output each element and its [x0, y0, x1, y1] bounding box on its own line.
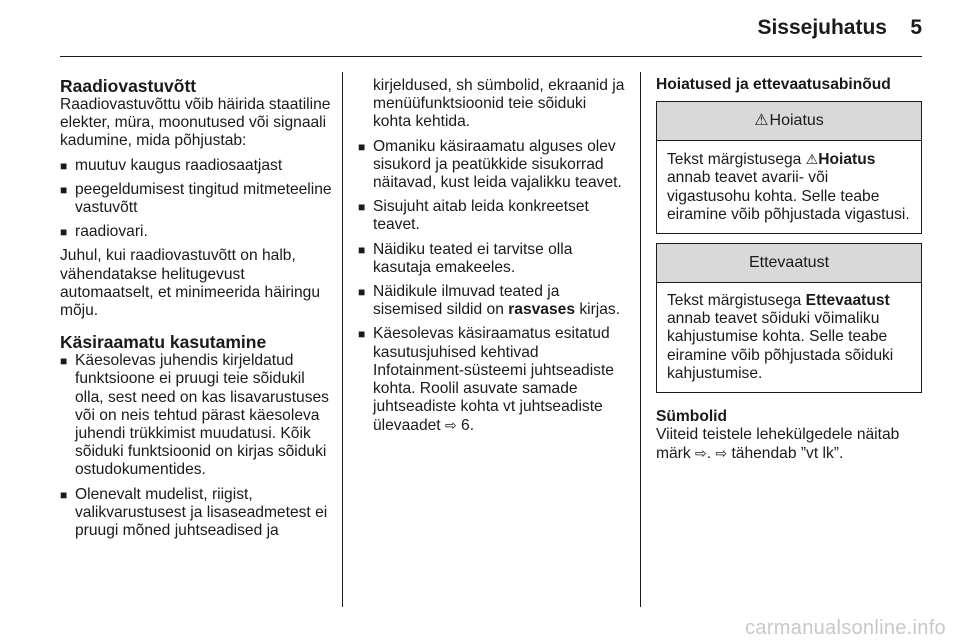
- list-text: Näidikule ilmuvad teated ja sisemised sildid on: [373, 283, 560, 319]
- radio-note: Juhul, kui raadiovastuvõtt on halb, vähendatakse helitugevust automaatselt, et minimeerida häiringu mõju.: [60, 247, 321, 320]
- radio-intro: Raadiovastuvõttu võib häirida staatiline elekter, müra, moonutused või signaali kadumine, mida põhjustab:: [60, 96, 331, 150]
- warning-text: Tekst märgistusega: [667, 151, 806, 169]
- warning-box-title: Hoiatus: [769, 112, 824, 130]
- bold-term: rasvases: [508, 301, 575, 319]
- column-2: [358, 77, 628, 442]
- page-reference-arrow-icon: ⇨: [444, 417, 457, 434]
- column-divider-2: [640, 72, 641, 607]
- page-reference[interactable]: 6.: [461, 417, 475, 435]
- list-item: ■ Omaniku käsiraamatu alguses olev sisukord ja peatükkide sisukorrad näitavad, kust leida vajalikku teavet.: [358, 138, 628, 193]
- manual-usage-list: [60, 352, 332, 540]
- warning-box: [656, 101, 922, 234]
- caution-box-body: [657, 283, 921, 392]
- page-number: 5: [910, 16, 922, 39]
- caution-box-title: Ettevaatust: [748, 254, 830, 272]
- list-text: Käesolevas käsiraamatus esitatud kasutusjuhised kehtivad Infotainment-süsteemi juhtseadiste kohta. Roolil asuvate samade juhtseadiste kohta vt juhtseadiste ülevaadet: [373, 325, 614, 435]
- continued-text: kirjeldused, sh sümbolid, ekraanid ja menüüfunktsioonid teie sõiduki kohta kehtida.: [373, 77, 625, 131]
- list-text: kirjas.: [575, 301, 621, 319]
- header-rule: [60, 56, 922, 57]
- caution-text: Tekst märgistusega: [667, 292, 806, 310]
- section-heading-symbols: Sümbolid: [656, 408, 728, 426]
- list-item: [358, 283, 628, 319]
- watermark: carmanualsonline.info: [745, 617, 946, 639]
- list-item: ■ Näidiku teated ei tarvitse olla kasutaja emakeeles.: [358, 241, 628, 277]
- symbols-text-part: Viiteid teistele lehekülgedele näitab märk: [656, 426, 900, 463]
- list-item: ■ Olenevalt mudelist, riigist, valikvarustusest ja lisaseadmetest ei pruugi mõned juhtseadised ja: [60, 486, 332, 541]
- radio-causes-list: [60, 157, 332, 242]
- warning-box-header: [657, 102, 921, 141]
- manual-usage-list-continued: [358, 138, 628, 436]
- symbols-text-part: .: [706, 445, 716, 463]
- warning-triangle-icon: ⚠: [805, 151, 819, 168]
- symbols-text: [656, 426, 924, 463]
- caution-term: Ettevaatust: [805, 292, 890, 310]
- column-3: [656, 76, 924, 470]
- page-reference-arrow-icon: ⇨: [694, 445, 707, 462]
- list-item: ■ Sisujuht aitab leida konkreetset teavet.: [358, 198, 628, 234]
- section-heading-manual: Käsiraamatu kasutamine: [60, 332, 267, 353]
- column-1: [60, 76, 332, 546]
- list-item: ■ raadiovari.: [60, 223, 332, 241]
- section-heading-radio: Raadiovastuvõtt: [60, 76, 197, 96]
- list-item: ■ muutuv kaugus raadiosaatjast: [60, 157, 332, 175]
- list-item: [358, 325, 628, 435]
- caution-box-header: [657, 244, 921, 283]
- caution-text: annab teavet sõiduki võimaliku kahjustumise kohta. Selle teabe eiramine võib põhjustada sõiduki kahjustumise.: [667, 310, 894, 382]
- column-divider-1: [342, 72, 343, 607]
- list-item: ■ peegeldumisest tingitud mitmeteeline vastuvõtt: [60, 181, 332, 217]
- list-item: ■ Käesolevas juhendis kirjeldatud funktsioone ei pruugi teie sõidukil olla, sest need on kas lisavarustuses või on neis tehtud pärast käesoleva juhendi trükkimist muudatusi. Kõik sõiduki funktsioonid on kirjas sõiduki ostudokumentides.: [60, 352, 332, 479]
- warning-term: Hoiatus: [818, 151, 876, 169]
- symbols-text-part: tähendab ”vt lk”.: [727, 445, 844, 463]
- caution-box: [656, 243, 922, 393]
- header-title: Sissejuhatus: [757, 16, 887, 39]
- section-heading-warnings: Hoiatused ja ettevaatusabinõud: [656, 76, 891, 93]
- warning-box-body: [657, 141, 921, 233]
- warning-text: annab teavet avarii- või vigastusohu kohta. Selle teabe eiramine võib põhjustada vigastusi.: [667, 169, 910, 223]
- page-reference-arrow-icon: ⇨: [715, 445, 728, 462]
- warning-triangle-icon: ⚠: [754, 112, 769, 130]
